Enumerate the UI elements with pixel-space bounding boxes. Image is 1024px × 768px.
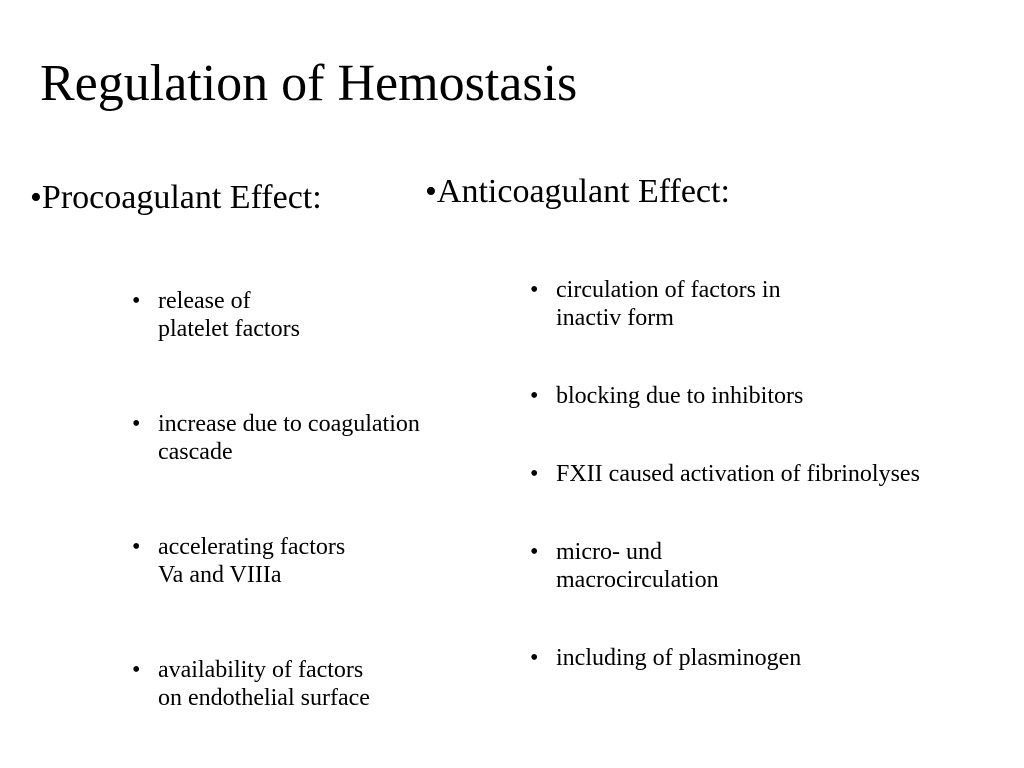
- list-item: [530, 382, 920, 410]
- list-item-line: release of: [158, 288, 251, 314]
- list-item: [530, 460, 920, 488]
- list-item-line: inactiv form: [556, 305, 674, 331]
- list-item: [530, 538, 920, 594]
- list-item-line: blocking due to inhibitors: [556, 383, 804, 409]
- list-item-line: macrocirculation: [556, 567, 719, 593]
- list-item-line: platelet factors: [158, 316, 300, 342]
- bullet-icon: •: [132, 411, 141, 437]
- list-item-line: availability of factors: [158, 657, 364, 683]
- list-item-line: Va and VIIIa: [158, 562, 282, 588]
- bullet-icon: •: [530, 539, 539, 565]
- procoagulant-heading: •Procoagulant Effect:: [30, 179, 322, 216]
- slide-title: Regulation of Hemostasis: [40, 55, 578, 112]
- bullet-icon: •: [530, 461, 539, 487]
- list-item: [132, 656, 420, 712]
- list-item-line: increase due to coagulation: [158, 411, 420, 437]
- list-item: [132, 533, 420, 589]
- anticoagulant-heading: •Anticoagulant Effect:: [425, 173, 730, 210]
- bullet-icon: •: [132, 657, 141, 683]
- list-item: [530, 276, 920, 332]
- list-item-line: on endothelial surface: [158, 685, 370, 711]
- bullet-icon: •: [132, 534, 141, 560]
- list-item: [132, 410, 420, 466]
- list-item: [530, 644, 920, 672]
- list-item-line: accelerating factors: [158, 534, 346, 560]
- procoagulant-list: [132, 287, 420, 712]
- list-item-line: circulation of factors in: [556, 277, 781, 303]
- list-item-line: cascade: [158, 439, 233, 465]
- list-item: [132, 287, 420, 343]
- anticoagulant-list: [530, 276, 920, 672]
- list-item-line: including of plasminogen: [556, 645, 802, 671]
- bullet-icon: •: [132, 288, 141, 314]
- list-item-line: micro- und: [556, 539, 662, 565]
- bullet-icon: •: [530, 383, 539, 409]
- bullet-icon: •: [530, 277, 539, 303]
- list-item-line: FXII caused activation of fibrinolyses: [556, 461, 920, 487]
- bullet-icon: •: [530, 645, 539, 671]
